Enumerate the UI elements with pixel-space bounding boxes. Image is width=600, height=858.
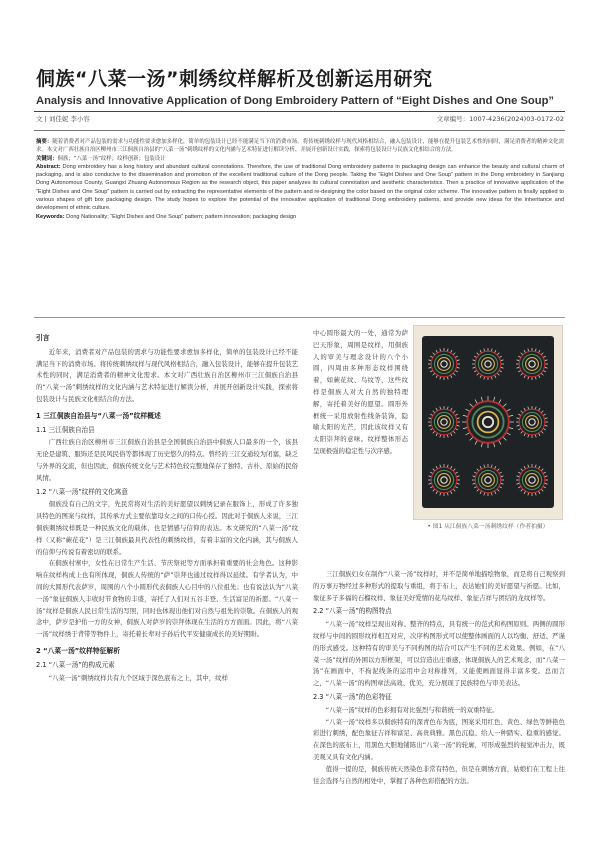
left-column [36,328,298,684]
keywords-en-label: Keywords: [36,213,65,220]
right-column-paragraph: 中心圆形最大的一处，通常为萨巴天形象，周围是纹样，用侗族人的审美与理念设计的八个小圆，四周由多种形态纹样围绕着，如蕨花纹、鸟纹等，这些纹样是侗族人对大自然的独特理解，寄托着美好的愿望。圆形外框统一采用放射性线条装饰，隐喻太阳的光芒，因此该纹样又有太阳崇拜的意味。纹样整体形态呈现极强的稳定性与次序感。 [313,329,408,455]
section-1-1-heading: 1.1 三江侗族自治县 [36,425,95,434]
intro-paragraph: 近年来，消费者对产品包装的需求与功能性要求愈加多样化，简单的包装设计已经不能满足当下的消费市场。将传统刺绣纹样与现代风格相结合，融入包装设计，能够在提升包装艺术性的同时，满足消费者的精神文化需求。本文对广西壮族自治区柳州市三江侗族自治县的“八菜一汤”刺绣纹样的文化内涵与艺术特征进行解读分析，并展开创新设计实践，探索将包装设计与民族文化相结合的方法。 [36,347,299,403]
section-2-3-paragraph-1: “八菜一汤”纹样的色彩拥有对比强烈与和谐统一的双重特征。 [325,705,499,714]
page-subtitle-english: Analysis and Innovative Application of Dong Embroidery Pattern of “Eight Dishes and One Soup” [36,95,555,107]
authors: 文 | 刘佳妮 李小容 [36,115,90,123]
section-2-heading: 2 “八菜一汤”纹样特征解析 [36,646,120,655]
section-2-3-heading: 2.3 “八菜一汤”的色彩特征 [313,692,392,701]
section-2-1-paragraph: “八菜一汤”刺绣纹样共有九个区域于深色底布之上，其中，纹样 [48,673,228,682]
keywords-en: Keywords: Dong Nationality; “Eight Dishes and One Soup” pattern; pattern innovation; packaging design [36,213,297,220]
section-1-heading: 1 三江侗族自治县与“八菜一汤”纹样概述 [36,411,161,420]
meta-divider [34,130,565,131]
abstract-cn: 摘要：随着消费者对产品包装的需求与功能性要求愈加多样化，简单的包装设计已经不能满足当下的消费市场。将传统刺绣纹样与现代风格相结合，融入包装设计，能够在提升包装艺术性的同时，满足消费者的精神文化需求。本文对广西壮族自治区柳州市三江侗族自治县的“八菜一汤”刺绣纹样的文化内涵与艺术特征进行解读分析，并展开创新设计实践，探索将包装设计与民族文化相结合的方法。 [36,139,564,154]
section-2-1-heading: 2.1 “八菜一汤”的构成元素 [36,660,115,669]
section-1-2-heading: 1.2 “八菜一汤”纹样的文化寓意 [36,487,128,496]
abstract-cn-label: 摘要： [36,139,53,145]
section-2-3-paragraph-3: 值得一提的是，侗族传统天然染色非常有特色，但是在刺绣方面，姑娘们在工程上往往会选择与自然的相处中，掌握了各种色彩搭配的方法。 [313,764,565,785]
section-2-2-paragraph: “八菜一汤”纹样呈现出对称、整齐的特点，具有统一的范式和构图原则。两侧的圆形纹样与中间的圆形纹样相互对应，次序构图形式可以使整体画面的人以均衡、舒适、严谨的形式感受。这种特有的审美与不同构图的结合可以产生不同的艺术效果。例如，在“八菜一汤”纹样的外围以方形框架，可以营造出庄重感，体现侗族人的艺术观念，而“八菜一汤”在画面中，不拘泥线条的运用中会对称排列，又能使画面显得丰富多变。总而言之，“八菜一汤”的构图章法高效、优美，充分展现了民族特色与审美表达。 [313,620,565,688]
abstract-block [36,138,564,221]
keywords-cn-label: 关键词： [36,155,58,162]
section-1-2-paragraph-1: 侗族没有自己的文字，先民常将对生活的美好愿望以刺绣记录在服饰上，形成了许多独具特色的图案与纹样，其传承方式主要依靠母女之间的口传心授。因此对于侗族人来说，三江侗族刺绣纹样既是一种民族文化的载体，也是情感与信仰的表达。本文研究的“八菜一汤”纹样（又称“蕨花花”）是三江侗族最具代表性的刺绣纹样，有着丰富的文化内涵，其与侗族人的信仰与传说有着密切的联系。 [36,500,299,556]
abstract-en-label: Abstract: [36,163,61,170]
keywords-cn: 关键词：侗族；“八菜一汤”纹样；纹样创新；包装设计 [36,155,166,162]
article-id: 文章编号：1007-4236(2024)03-0172-02 [436,115,564,123]
figure-caption: • 图1 从江侗族八菜一汤刺绣纹样（作者拍摄） [427,524,549,530]
meta-row [36,114,564,123]
abstract-divider [34,317,565,318]
section-1-1-paragraph: 广西壮族自治区柳州市三江侗族自治县是全国侗族自治县中侗族人口最多的一个，该县无论是建筑、服饰还是民风民俗等都体现了历史悠久的特点。曾经的三江交通较为闭塞，缺乏与外界的交流，但也因此，侗族传统文化与艺术特色较完整地保存了独特、古朴、原始的民俗风情。 [36,438,299,482]
right-column-bottom [313,569,565,787]
page-title: 侗族“八菜一汤”刺绣纹样解析及创新运用研究 [36,68,433,90]
right-column-top [313,328,408,458]
section-2-3-paragraph-2: “八菜一汤”纹样多以侗族特有的深青色布为底，图案采用红色、黄色、绿色等鲜艳色彩进行刺绣，配色象征吉祥和富足、高贵典雅。黑色沉稳、给人一种踏实、稳重的感觉。在深色的底布上，用黑色大胆地铺陈出“八菜一汤”的轮廓，可形成强烈的视觉冲击力，既美观又具有文化内涵。 [313,717,565,761]
title-divider [34,111,565,112]
intro-heading: 引言 [36,334,50,342]
figure-embroidery-photo [413,325,563,520]
pattern-creation-paragraph: 三江侗族妇女在制作“八菜一汤”纹样时，并不是简单地描绘物象，而是将自己观察到的万事万物经过多种形式的提取与重组，将于布上，表达她们的美好愿望与祈愿。比如，象征多子多福的石榴纹样、象征美好爱情的花鸟纹样、象征吉祥与团结的龙纹样等。 [313,570,565,602]
embroidery-pattern-illustration [414,326,562,519]
section-2-2-heading: 2.2 “八菜一汤”的构图特点 [313,607,392,616]
abstract-en: Abstract: Dong embroidery has a long history and abundant cultural connotations. Therefore, the use of traditional Dong embroidery patterns in packaging design can enhance the beauty and cultural charm of packaging, and is also conducive to the dissemination and promotion of the excellent traditional culture of the Dong people. Taking the “Eight Dishes and One Soup” pattern in the Dong embroidery in Sanjiang Dong Autonomous County, Guangxi Zhuang Autonomous Region as the research object, this paper analyzes its cultural connotation and aesthetic characteristics. Then a practice of innovative application of the “Eight Dishes and One Soup” pattern is carried out by extracting the representative elements of the pattern and re-designing the color based on the original color scheme. The innovative pattern is finally applied to various shapes of gift box packaging design. The study hopes to explore the potential of the innovative application of traditional Dong embroidery patterns, and provide new ideas for the inheritance and development of ethnic culture. [36,163,564,212]
section-1-2-paragraph-2: 在侗族村寨中，女性在日常生产生活、节庆祭祀等方面承担着重要的社会角色。这种影响在纹样构成上也有所体现，侗族人传统的“萨”崇拜也通过纹样得以延续。有学者认为，中间的大圆形代表萨岁，周围的八个小圆形代表侗族人心目中的八位祖先；也有说法认为“八菜一汤”象征侗族人丰收时节食物的丰盛，寄托了人们对五谷丰登、生活富足的祈愿。“八菜一汤”纹样是侗族人民日常生活的写照，同时也体现出他们对自然与祖先的崇敬。在侗族人的观念中，萨岁是护佑一方的女神，侗族人对萨岁的崇拜体现在生活的方方面面。因此，将“八菜一汤”纹样绣于背带等物件上，寄托着长辈对子孙后代平安健康成长的美好期盼。 [36,559,298,639]
